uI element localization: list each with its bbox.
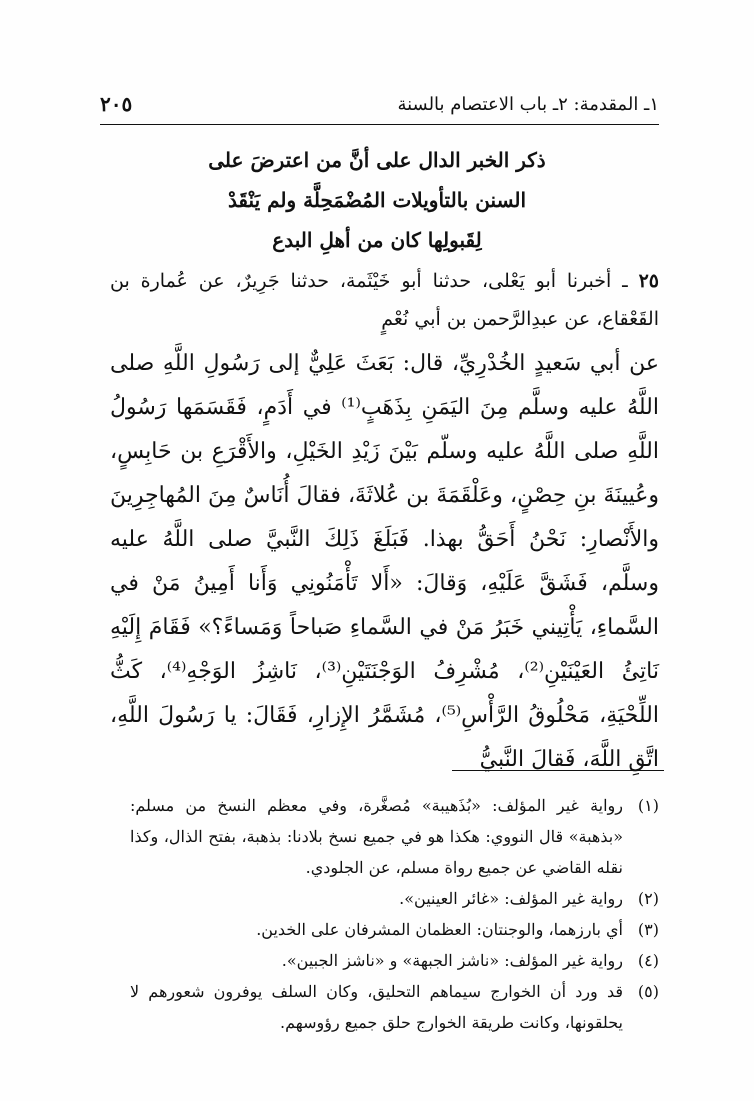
hadith-number: ٢٥	[638, 270, 660, 292]
footnote-text: رواية غير المؤلف: «ناشز الجبهة» و «ناشز الجبين».	[281, 951, 623, 970]
footnotes	[130, 790, 659, 1038]
footnote-number: (٢)	[637, 889, 659, 908]
footnote	[130, 945, 659, 976]
isnad-text: ـ أخبرنا أبو يَعْلى، حدثنا أبو خَيْثَمة، حدثنا جَرِيرٌ، عن عُمارة بن القَعْقاع، عن عبدِالرَّحمن بن أبي نُعْمٍ	[110, 270, 659, 330]
hadith-isnad	[110, 262, 659, 338]
footnote-number: (٥)	[637, 982, 659, 1001]
footnote	[130, 976, 659, 1038]
hadith-matn: عن أبي سَعيدٍ الخُدْرِيِّ، قال: بَعَثَ عَلِيٌّ إلى رَسُولِ اللَّهِ صلى اللَّهُ عليه وسلَّم مِنَ اليَمَنِ بِذَهَبٍ⁽¹⁾ في أَدَمٍ، فَقَسَمَها رَسُولُ اللَّهِ صلى اللَّهُ عليه وسلّم بَيْنَ زَيْدِ الخَيْلِ، والأَقْرَعِ بن حَابِسٍ، وعُيينَةَ بنِ حِصْنٍ، وعَلْقَمَةَ بن عُلاثَةَ، فقالَ أُنَاسٌ مِنَ المُهاجِرِينَ والأَنْصارِ: نَحْنُ أَحَقُّ بهذا. فَبَلَغَ ذَلِكَ النَّبيَّ صلى اللَّهُ عليه وسلَّم، فَشَقَّ عَلَيْهِ، وَقالَ: «أَلا تَأْمَنُونِي وَأَنا أَمِينُ مَنْ في السَّماءِ، يَأْتِيني خَبَرُ مَنْ في السَّماءِ صَباحاً وَمَساءً؟» فَقَامَ إِلَيْهِ نَاتِئُ العَيْنَيْنِ⁽²⁾، مُشْرِفُ الوَجْنَتَيْنِ⁽³⁾، نَاشِزُ الوَجْهِ⁽⁴⁾، كَثُّ اللِّحْيَةِ، مَحْلُوقُ الرَّأْسِ⁽⁵⁾، مُشَمَّرُ الإِزارِ، فَقَالَ: يا رَسُولَ اللَّهِ، اتَّقِ اللَّهَ، فَقالَ النَّبيُّ	[110, 351, 659, 772]
footnote-number: (٣)	[637, 920, 659, 939]
page-header	[100, 92, 659, 125]
footnote-text: أي بارزهما، والوجنتان: العظمان المشرفان على الخدين.	[256, 920, 623, 939]
footnote-number: (٤)	[637, 951, 659, 970]
footnote	[130, 790, 659, 883]
chapter-title	[140, 140, 614, 260]
footnote-text: رواية غير المؤلف: «بُذَهيبة» مُصغَّرة، وفي معظم النسخ من مسلم: «بذهبة» قال النووي: هكذا هو في جميع نسخ بلادنا: بذهبة، بفتح الذال، وكذا نقله القاضي عن جميع رواة مسلم، عن الجلودي.	[130, 796, 623, 877]
footnote-number: (١)	[637, 796, 659, 815]
chapter-title-line: لِقَبولِها كان من أهلِ البدع	[272, 228, 482, 252]
chapter-title-line: السنن بالتأويلات المُضْمَحِلَّة ولم يَنْقَدْ	[227, 188, 527, 212]
footnote-text: رواية غير المؤلف: «غائر العينين».	[399, 889, 623, 908]
footnote-text: قد ورد أن الخوارج سيماهم التحليق، وكان السلف يوفرون شعورهم لا يحلقونها، وكانت طريقة الخوارج حلق جميع رؤوسهم.	[130, 982, 623, 1032]
page-number: ٢٠٥	[100, 92, 133, 116]
footnote-divider	[452, 770, 664, 771]
chapter-title-line: ذكر الخبر الدال على أنَّ من اعترضَ على	[208, 148, 546, 172]
running-title: ١ـ المقدمة: ٢ـ باب الاعتصام بالسنة	[397, 94, 659, 115]
footnote	[130, 883, 659, 914]
footnote	[130, 914, 659, 945]
